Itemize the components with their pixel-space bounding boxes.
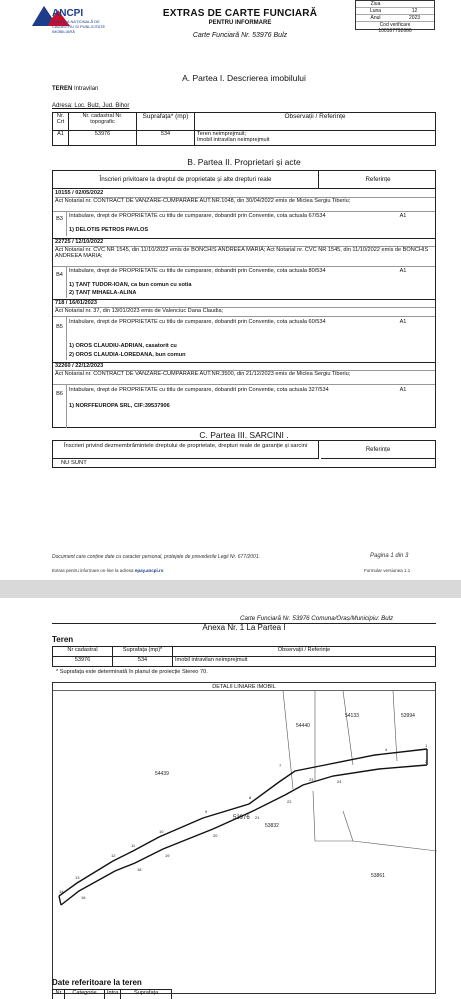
- map-label-53861: 53861: [371, 873, 385, 879]
- vertex-label: 8: [249, 795, 252, 800]
- cell-suprafata: 534: [137, 131, 195, 146]
- document-title: EXTRAS DE CARTE FUNCIARĂ: [162, 8, 318, 19]
- entry-code: B4: [53, 267, 67, 298]
- cod-value: 100167792666: [378, 28, 412, 34]
- vertex-label: 12: [111, 853, 116, 858]
- table-row: [53, 657, 436, 667]
- vertex-label: 21: [255, 815, 260, 820]
- teren-value: Intravilan: [74, 86, 99, 92]
- col-intra: Intra: [105, 990, 121, 999]
- obs-line-1: Teren neimprejmuit;: [197, 131, 247, 137]
- cod-label: Cod verificare: [379, 22, 411, 28]
- map-label-53994: 53994: [401, 713, 415, 719]
- partB-table: [52, 170, 436, 428]
- partB-title: B. Partea II. Proprietari și acte: [187, 157, 301, 167]
- vertex-label: 13: [75, 875, 80, 880]
- table-row: [53, 131, 436, 146]
- vertex-label: 2: [425, 759, 428, 764]
- date-value-year: 2023: [408, 15, 421, 21]
- vertex-label: 10: [159, 829, 164, 834]
- page2-cf-line: Carte Funciară Nr. 53976 Comuna/Oraș/Municipiu: Bulz: [240, 615, 394, 622]
- entry-act: Act Notarial nr. 37, din 13/01/2023 emis de Valenciuc Dana Claudia;: [55, 307, 435, 315]
- map-label-54133: 54133: [345, 713, 359, 719]
- vertex-label: 20: [213, 833, 218, 838]
- date-label-month: Luna: [369, 8, 382, 14]
- vertex-label: 11: [131, 843, 136, 848]
- col-categorie: Categorie: [65, 990, 105, 999]
- date-value-month: 12: [411, 8, 418, 14]
- vertex-label: 22: [287, 799, 292, 804]
- col-suprafata: Suprafața* (mp): [137, 113, 195, 131]
- entry-reg: 32260 / 22/12/2023: [55, 363, 104, 369]
- map-label-53976: 53976: [233, 815, 250, 821]
- partC-title: C. Partea III. SARCINI .: [199, 430, 289, 440]
- entry-owner: 1) OROS CLAUDIU-ADRIAN, casatorit cu: [69, 343, 177, 349]
- entry-reg: 718 / 16/01/2023: [55, 300, 97, 306]
- teren-title: Teren: [52, 635, 74, 644]
- map-label-53832: 53832: [265, 823, 279, 829]
- cf-number: Carte Funciară Nr. 53976 Bulz: [192, 32, 288, 39]
- annex-table: [52, 646, 436, 667]
- vertex-label: 1: [425, 743, 428, 748]
- entry-owner: 1) NORFFEUROPA SRL, CIF:39537906: [69, 403, 170, 409]
- page-separator: [0, 580, 461, 598]
- partB-col-main: Înscrieri privitoare la dreptul de proprietate și alte drepturi reale: [53, 171, 319, 189]
- date-value-day: [395, 1, 434, 7]
- entry-owner: 2) OROS CLAUDIA-LOREDANA, bun comun: [69, 352, 186, 358]
- vertex-label: 14: [59, 889, 64, 894]
- col-nr: Nr: [53, 990, 65, 999]
- page-number: Pagina 1 din 3: [370, 553, 409, 559]
- entry-owner: 2) ȚANȚ MIHAELA-ALINA: [69, 290, 137, 296]
- map-label-54439: 54439: [155, 771, 169, 777]
- col-nr-crt: Nr. Crt: [53, 113, 69, 131]
- cell-observatii: [195, 131, 436, 146]
- entry-reg: 10155 / 02/05/2022: [55, 190, 104, 196]
- partC-col-ref: Referințe: [321, 441, 435, 459]
- entry-act: Act Notarial nr. CONTRACT DE VANZARE-CUMPARARE AUT.NR.1048, din 30/04/2022 emis de Miclea Sergiu Tiberiu;: [55, 197, 435, 205]
- cell-cadastral: 53976: [53, 657, 113, 667]
- vertex-label: 24: [337, 779, 342, 784]
- bottom-table: [52, 989, 172, 999]
- vertex-label: 16: [81, 895, 86, 900]
- cell-cadastral: 53976: [69, 131, 137, 146]
- vertex-label: 4: [385, 747, 388, 752]
- entry-desc: Intabulare, drept de PROPRIETATE cu titlu de cumparare, dobandit prin Conventie, cota actuala 327/534: [69, 387, 329, 393]
- partA-title: A. Partea I. Descrierea imobilului: [182, 73, 306, 83]
- entry-act: Act Notarial nr. CVC NR 1545, din 11/10/2022 emis de BONCHIS ANDREEA MARIA; Act Notarial nr. CVC NR 1545, din 11/10/2022 emis de BONCHIS ANDREEA MARIA;: [55, 246, 435, 260]
- col-suprafata: Suprafața (mp)*: [113, 647, 173, 657]
- teren-label: TEREN: [52, 86, 73, 92]
- entry-code: B6: [53, 385, 67, 428]
- entry-b6: [53, 362, 435, 428]
- col-observatii: Observații / Referințe: [195, 113, 436, 131]
- partC-table: [52, 440, 436, 468]
- partA-table: [52, 112, 436, 146]
- bottom-title: Date referitoare la teren: [52, 978, 142, 987]
- entry-reg: 22725 / 12/10/2022: [55, 239, 104, 245]
- entry-b3: [53, 190, 435, 237]
- entry-code: B5: [53, 317, 67, 360]
- cadastral-map: [52, 682, 436, 994]
- privacy-note: Document care conține date cu caracter personal, protejate de prevederile Legii Nr. 677/2001.: [52, 554, 260, 560]
- vertex-label: 23: [309, 777, 314, 782]
- vertex-label: 9: [205, 809, 208, 814]
- date-box: [355, 0, 435, 34]
- cell-observatii: Imobil intravilan neimprejmuit: [173, 657, 436, 667]
- form-version: Formular versiunea 1.1: [364, 568, 411, 573]
- col-nr-cadastral: Nr cadastral: [53, 647, 113, 657]
- partC-col-main: Înscrieri privind dezmembrămintele dreptului de proprietate, drepturi reale de garanție și sarcini: [53, 441, 319, 459]
- col-suprafata: Suprafața: [121, 990, 172, 999]
- partC-value: NU SUNT: [61, 460, 87, 466]
- annex-title: Anexa Nr. 1 La Partea I: [202, 623, 286, 632]
- entry-act: Act Notarial nr. CONTRACT DE VANZARE-CUMPARARE AUT.NR.3500, din 21/12/2023 emis de Miclea Sergiu Tiberiu;: [55, 370, 435, 378]
- col-observatii: Observații / Referințe: [173, 647, 436, 657]
- entry-desc: Intabulare, drept de PROPRIETATE cu titlu de cumparare, dobandit prin Conventie, cota actuala 67/534: [69, 213, 326, 219]
- entry-ref: A1: [399, 268, 407, 274]
- vertex-label: 7: [279, 763, 282, 768]
- cell-suprafata: 534: [113, 657, 173, 667]
- logo-name: ANCPI: [52, 8, 84, 19]
- entry-code: B3: [53, 212, 67, 236]
- vertex-label: 19: [165, 853, 170, 858]
- parcel-boundary: [59, 749, 427, 905]
- epay-link[interactable]: epay.ancpi.ro: [134, 568, 164, 573]
- document-page-2: [0, 598, 461, 999]
- entry-ref: A1: [399, 213, 407, 219]
- adresa-value: Loc. Bulz, Jud. Bihor: [74, 103, 130, 109]
- document-subtitle: PENTRU INFORMARE: [208, 20, 272, 26]
- map-label-54440: 54440: [296, 723, 310, 729]
- online-note: Extras pentru informare on-line la adresa: [52, 568, 134, 573]
- partB-col-ref: Referințe: [365, 176, 391, 183]
- logo-subtitle: AGENȚIA NAȚIONALĂ DE CADASTRU ȘI PUBLICITATE IMOBILIARĂ: [52, 19, 106, 34]
- col-nr-cadastral: Nr. cadastral Nr. topografic: [69, 113, 137, 131]
- date-label-day: Ziua: [370, 1, 381, 7]
- map-drawing: [53, 691, 437, 995]
- vertex-label: 18: [137, 867, 142, 872]
- entry-ref: A1: [399, 319, 407, 325]
- entry-desc: Intabulare, drept de PROPRIETATE cu titlu de cumparare, dobandit prin Conventie, cota actuala 60/534: [69, 319, 326, 325]
- date-label-year: Anul: [370, 15, 381, 21]
- adresa-label: Adresa:: [52, 103, 73, 109]
- entry-desc: Intabulare, drept de PROPRIETATE cu titlu de cumparare, dobandit prin Conventie, cota actuala 80/534: [69, 268, 326, 274]
- stereo-note: * Suprafața este determinată în planul de proiecție Stereo 70.: [56, 669, 208, 675]
- obs-line-2: Imobil intravilan neimprejmuit: [197, 137, 270, 143]
- entry-b5: [53, 299, 435, 361]
- cell-nr-crt: A1: [53, 131, 69, 146]
- entry-b4: [53, 238, 435, 298]
- map-title: DETALII LINIARE IMOBIL: [53, 683, 435, 691]
- entry-owner: 1) DELOTIS PETROS PAVLOS: [69, 227, 149, 233]
- entry-owner: 1) ȚANȚ TUDOR-IOAN, ca bun comun cu sotia: [69, 282, 192, 288]
- entry-ref: A1: [399, 387, 407, 393]
